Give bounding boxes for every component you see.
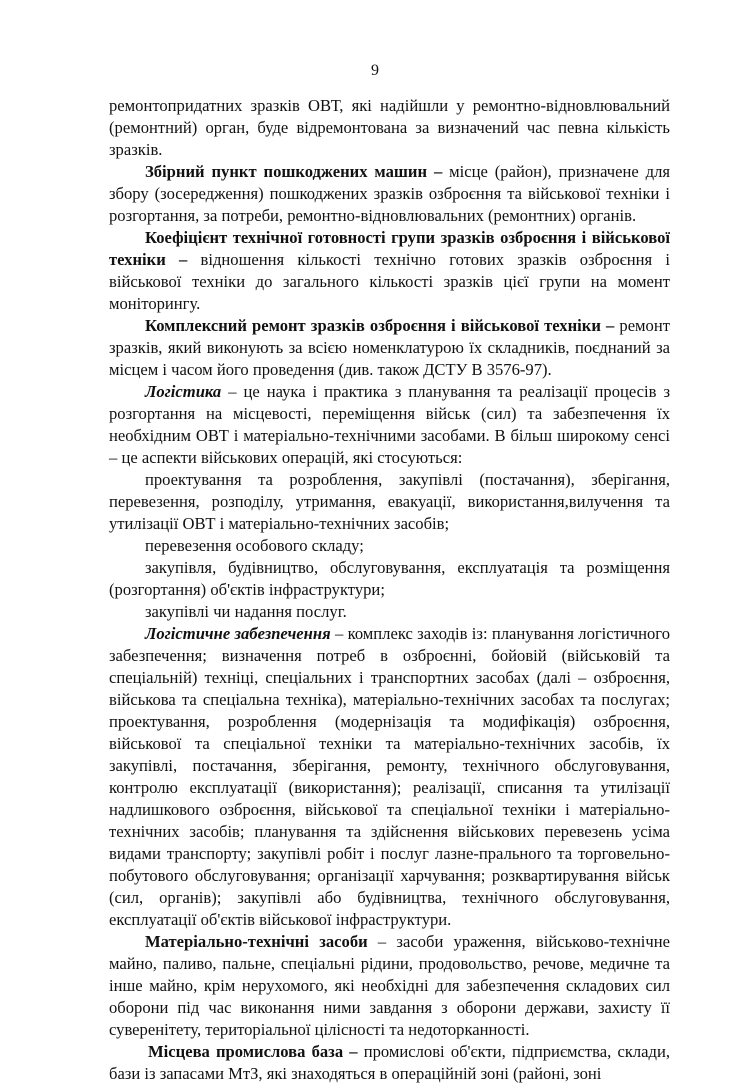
paragraph-text: відношення кількості технічно готових зразків озброєння і військової техніки до загального кількості зразків цієї групи на момент моніторингу.	[109, 250, 670, 313]
term: Матеріально-технічні засоби	[145, 932, 368, 951]
page-number: 9	[371, 62, 379, 79]
term: Місцева промислова база –	[148, 1042, 358, 1061]
document-body	[109, 95, 670, 1085]
paragraph-logistics-item-1	[109, 469, 670, 535]
paragraph-text: промислові об'єкти, підприємства, склади, бази із запасами МтЗ, які знаходяться в операційній зоні (районі, зоні	[109, 1042, 671, 1083]
paragraph-complex-repair	[109, 315, 670, 381]
paragraph-logistic-support	[109, 623, 670, 931]
paragraph-logistics	[109, 381, 670, 469]
paragraph-logistics-item-2	[109, 535, 670, 557]
term: Збірний пункт пошкоджених машин –	[145, 162, 443, 181]
paragraph-continuation	[109, 95, 670, 161]
paragraph-text: закупівлі чи надання послуг.	[145, 602, 347, 621]
paragraph-text: проектування та розроблення, закупівлі (постачання), зберігання, перевезення, розподілу, утримання, евакуації, використання,вилучення та утилізації ОВТ і матеріально-технічних засобів;	[109, 470, 670, 533]
paragraph-text: – засоби ураження, військово-технічне майно, паливо, пальне, спеціальні рідини, продовольство, речове, медичне та інше майно, крім нерухомого, які необхідні для забезпечення складових сил оборони під час виконання ними завдання з оборони держави, захисту її суверенітету, територіальної цілісності та недоторканності.	[109, 932, 670, 1039]
term: Логістичне забезпечення	[145, 624, 331, 643]
paragraph-text: ремонт зразків, який виконують за всією номенклатурою їх складників, поєднаний за місцем і часом його проведення (див. також ДСТУ В 3576-97).	[109, 316, 670, 379]
term: Логістика	[145, 382, 222, 401]
term: Коефіцієнт технічної готовності групи зразків озброєння і військової техніки –	[109, 228, 670, 269]
paragraph-material-means	[109, 931, 670, 1041]
paragraph-industrial-base	[109, 1041, 670, 1085]
term: Комплексний ремонт зразків озброєння і військової техніки –	[145, 316, 615, 335]
paragraph-text: – комплекс заходів із: планування логістичного забезпечення; визначення потреб в озброєнні, бойовій (військовій та спеціальній) техніці, спеціальних і транспортних засобах (далі – озброєння, військова та спеціальна техніка), матеріально-технічних засобах та послугах; проектування, розроблення (модернізація та модифікація) озброєння, військової та спеціальної техніки та матеріально-технічних засобів, їх закупівлі, постачання, зберігання, ремонту, технічного обслуговування, контролю експлуатації (використання); реалізації, списання та утилізації надлишкового озброєння, військової та спеціальної техніки і матеріально-технічних засобів; планування та здійснення військових перевезень усіма видами транспорту; закупівлі робіт і послуг лазне-прального та торговельно-побутового обслуговування; організації харчування; розквартирування військ (сил, органів); закупівлі або будівництва, технічного обслуговування, експлуатації об'єктів військової інфраструктури.	[109, 624, 671, 929]
paragraph-readiness-coefficient	[109, 227, 670, 315]
paragraph-text: – це наука і практика з планування та реалізації процесів з розгортання на місцевості, переміщення військ (сил) та забезпечення їх необхідним ОВТ і матеріально-технічними засобами. В більш широкому сенсі – це аспекти військових операцій, які стосуються:	[109, 382, 670, 467]
paragraph-logistics-item-3	[109, 557, 670, 601]
paragraph-text: перевезення особового складу;	[145, 536, 364, 555]
paragraph-text: ремонтопридатних зразків ОВТ, які надійшли у ремонтно-відновлювальний (ремонтний) орган, буде відремонтована за визначений час певна кількість зразків.	[109, 96, 670, 159]
paragraph-text: закупівля, будівництво, обслуговування, експлуатація та розміщення (розгортання) об'єктів інфраструктури;	[109, 558, 670, 599]
paragraph-text: місце (район), призначене для збору (зосередження) пошкоджених зразків озброєння та військової техніки і розгортання, за потреби, ремонтно-відновлювальних (ремонтних) органів.	[109, 162, 670, 225]
paragraph-logistics-item-4	[109, 601, 670, 623]
paragraph-collection-point	[109, 161, 670, 227]
